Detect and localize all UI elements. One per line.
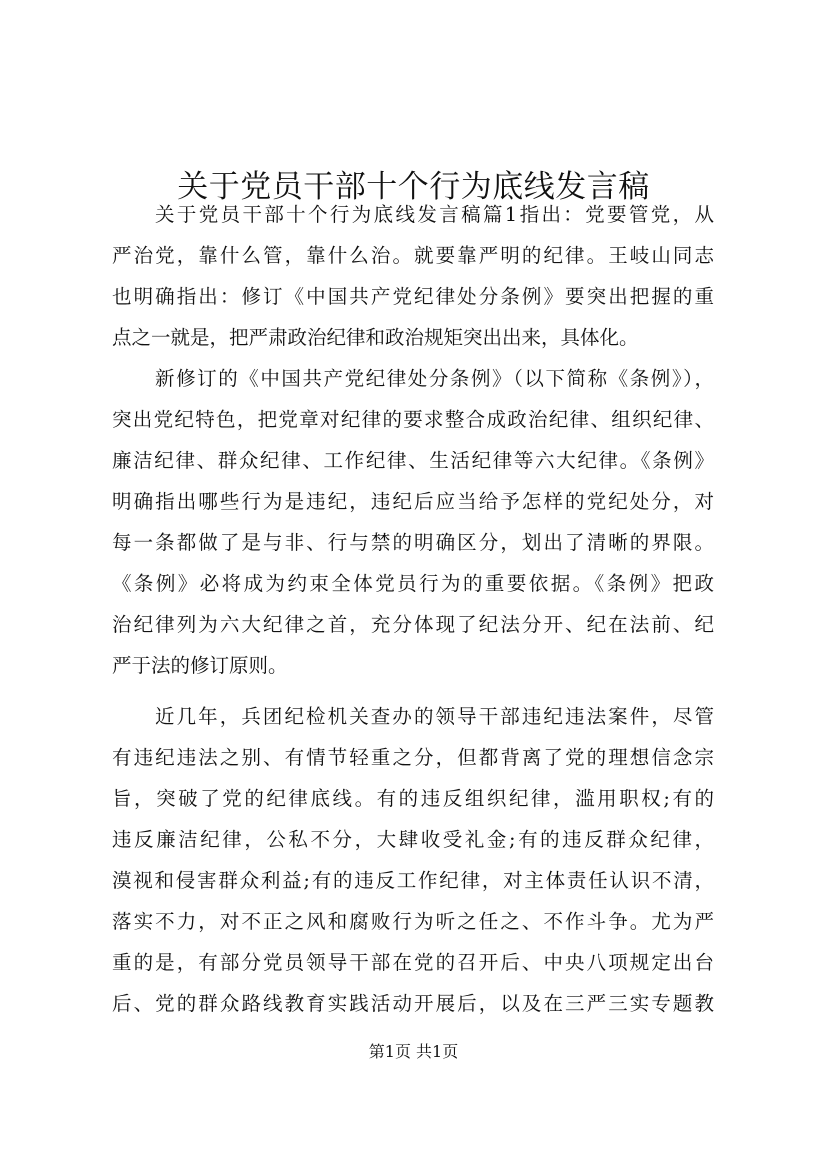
page-footer: 第1页 共1页 xyxy=(368,1042,459,1061)
document-title: 关于党员干部十个行为底线发言稿 xyxy=(177,168,650,205)
text-line: 点之一就是，把严肃政治纪律和政治规矩突出出来，具体化。 xyxy=(112,326,639,349)
text-line: 严于法的修订原则。 xyxy=(112,654,288,677)
text-line: 新修订的《中国共产党纪律处分条例》（以下简称《条例》）， xyxy=(155,367,714,390)
text-line: 突出党纪特色，把党章对纪律的要求整合成政治纪律、组织纪律、 xyxy=(112,408,714,431)
text-line: 每一条都做了是与非、行与禁的明确区分，划出了清晰的界限。 xyxy=(112,531,714,554)
text-line: 旨，突破了党的纪律底线。有的违反组织纪律，滥用职权;有的 xyxy=(112,787,714,810)
text-line: 治纪律列为六大纪律之首，充分体现了纪法分开、纪在法前、纪 xyxy=(112,613,714,636)
text-line: 廉洁纪律、群众纪律、工作纪律、生活纪律等六大纪律。《条例》 xyxy=(112,449,714,472)
text-line: 重的是，有部分党员领导干部在党的召开后、中央八项规定出台 xyxy=(112,951,714,974)
text-line: 明确指出哪些行为是违纪，违纪后应当给予怎样的党纪处分，对 xyxy=(112,490,714,513)
text-line: 有违纪违法之别、有情节轻重之分，但都背离了党的理想信念宗 xyxy=(112,746,714,769)
text-line: 也明确指出：修订《中国共产党纪律处分条例》要突出把握的重 xyxy=(112,285,714,308)
text-line: 违反廉洁纪律，公私不分，大肆收受礼金;有的违反群众纪律， xyxy=(112,828,714,851)
text-line: 严治党，靠什么管，靠什么治。就要靠严明的纪律。王岐山同志 xyxy=(112,244,714,267)
text-line: 漠视和侵害群众利益;有的违反工作纪律，对主体责任认识不清， xyxy=(112,869,714,892)
text-line: 《条例》必将成为约束全体党员行为的重要依据。《条例》把政 xyxy=(112,572,714,595)
text-line: 关于党员干部十个行为底线发言稿篇1指出：党要管党，从 xyxy=(155,203,714,226)
text-line: 近几年，兵团纪检机关查办的领导干部违纪违法案件，尽管 xyxy=(155,705,714,728)
text-line: 后、党的群众路线教育实践活动开展后，以及在三严三实专题教 xyxy=(112,992,714,1015)
text-line: 落实不力，对不正之风和腐败行为听之任之、不作斗争。尤为严 xyxy=(112,910,714,933)
